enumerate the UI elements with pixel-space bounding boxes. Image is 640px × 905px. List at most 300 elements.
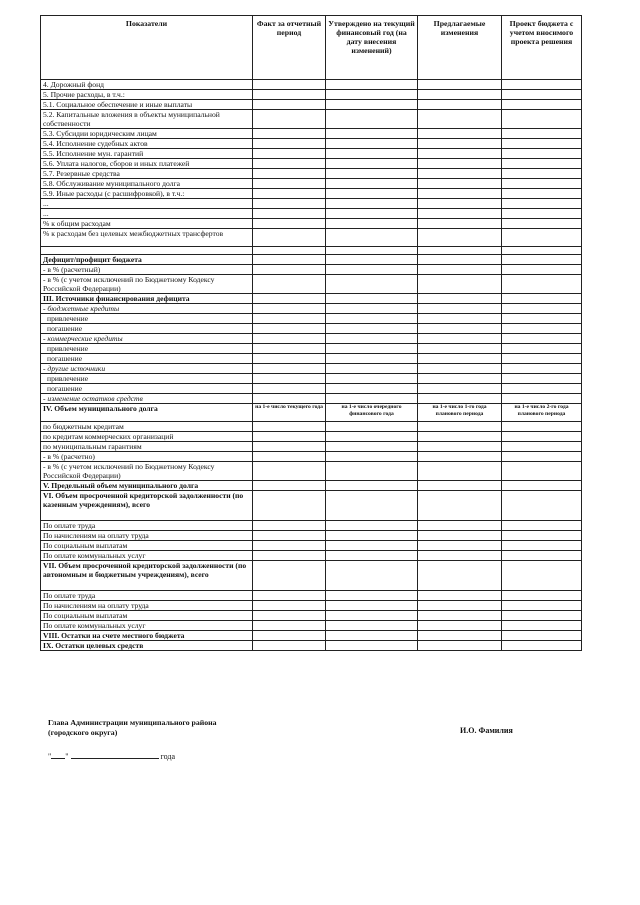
value-cell[interactable] bbox=[502, 199, 582, 209]
value-cell[interactable] bbox=[326, 374, 418, 384]
value-cell[interactable] bbox=[502, 139, 582, 149]
value-cell[interactable] bbox=[253, 209, 326, 219]
table-row bbox=[41, 179, 582, 189]
budget-form bbox=[40, 15, 581, 651]
row-label: IV. Объем муниципального долга bbox=[41, 404, 253, 422]
value-cell[interactable] bbox=[502, 641, 582, 651]
value-cell[interactable] bbox=[418, 561, 502, 591]
value-cell[interactable] bbox=[418, 100, 502, 110]
value-cell[interactable] bbox=[418, 229, 502, 247]
value-cell[interactable] bbox=[253, 521, 326, 531]
table-row bbox=[41, 80, 582, 90]
value-cell[interactable] bbox=[326, 641, 418, 651]
table-row bbox=[41, 591, 582, 601]
value-cell[interactable] bbox=[418, 90, 502, 100]
row-label: по кредитам коммерческих организаций bbox=[41, 432, 253, 442]
value-cell[interactable] bbox=[502, 219, 582, 229]
value-cell[interactable] bbox=[418, 209, 502, 219]
value-cell[interactable] bbox=[326, 209, 418, 219]
value-cell[interactable] bbox=[502, 314, 582, 324]
value-cell[interactable] bbox=[326, 149, 418, 159]
row-label: 5. Прочие расходы, в т.ч.: bbox=[41, 90, 253, 100]
row-label: % к расходам без целевых межбюджетных трансфертов bbox=[41, 229, 253, 247]
value-cell[interactable] bbox=[253, 334, 326, 344]
value-cell[interactable] bbox=[253, 621, 326, 631]
value-cell[interactable] bbox=[326, 621, 418, 631]
table-row bbox=[41, 354, 582, 364]
value-cell[interactable] bbox=[253, 531, 326, 541]
value-cell[interactable] bbox=[326, 344, 418, 354]
value-cell[interactable] bbox=[418, 621, 502, 631]
value-cell[interactable] bbox=[326, 611, 418, 621]
value-cell[interactable] bbox=[253, 591, 326, 601]
value-cell[interactable] bbox=[502, 304, 582, 314]
value-cell[interactable] bbox=[502, 129, 582, 139]
value-cell[interactable] bbox=[253, 631, 326, 641]
value-cell[interactable] bbox=[502, 521, 582, 531]
date-suffix: года bbox=[160, 752, 176, 761]
value-cell[interactable] bbox=[502, 344, 582, 354]
value-cell[interactable] bbox=[326, 384, 418, 394]
value-cell[interactable] bbox=[502, 621, 582, 631]
table-row bbox=[41, 384, 582, 394]
value-cell[interactable] bbox=[418, 275, 502, 294]
header-proposed-changes: Предлагаемые изменения bbox=[418, 16, 502, 80]
value-cell[interactable] bbox=[502, 265, 582, 275]
value-cell[interactable] bbox=[326, 129, 418, 139]
value-cell[interactable] bbox=[253, 129, 326, 139]
table-row bbox=[41, 219, 582, 229]
table-row bbox=[41, 404, 582, 422]
value-cell[interactable] bbox=[253, 199, 326, 209]
value-cell[interactable] bbox=[502, 209, 582, 219]
value-cell[interactable] bbox=[502, 324, 582, 334]
value-cell[interactable] bbox=[253, 384, 326, 394]
signature-title-line1: Глава Администрации муниципального района bbox=[48, 718, 217, 727]
value-cell[interactable] bbox=[253, 219, 326, 229]
row-label: ... bbox=[41, 199, 253, 209]
table-row bbox=[41, 247, 582, 255]
value-cell[interactable] bbox=[253, 551, 326, 561]
value-cell[interactable] bbox=[326, 159, 418, 169]
value-cell[interactable] bbox=[253, 275, 326, 294]
table-row bbox=[41, 90, 582, 100]
value-cell[interactable] bbox=[418, 641, 502, 651]
value-cell[interactable] bbox=[502, 80, 582, 90]
value-cell[interactable] bbox=[502, 149, 582, 159]
table-row bbox=[41, 394, 582, 404]
value-cell[interactable] bbox=[253, 481, 326, 491]
row-label: IX. Остатки целевых средств bbox=[41, 641, 253, 651]
value-cell[interactable] bbox=[502, 247, 582, 255]
value-cell[interactable] bbox=[502, 275, 582, 294]
table-row bbox=[41, 139, 582, 149]
row-label: - в % (расчетно) bbox=[41, 452, 253, 462]
value-cell[interactable] bbox=[253, 491, 326, 521]
value-cell[interactable] bbox=[253, 641, 326, 651]
value-cell[interactable] bbox=[326, 229, 418, 247]
value-cell[interactable] bbox=[253, 139, 326, 149]
row-label: 5.3. Субсидии юридическим лицам bbox=[41, 129, 253, 139]
value-cell[interactable] bbox=[502, 491, 582, 521]
table-row bbox=[41, 199, 582, 209]
value-cell[interactable] bbox=[253, 364, 326, 374]
date-quote-open: " bbox=[48, 752, 52, 761]
value-cell[interactable] bbox=[418, 255, 502, 265]
row-label: - в % (расчетный) bbox=[41, 265, 253, 275]
value-cell[interactable] bbox=[253, 294, 326, 304]
row-label: погашение bbox=[41, 384, 253, 394]
value-cell[interactable] bbox=[502, 100, 582, 110]
value-cell[interactable] bbox=[418, 344, 502, 354]
value-cell[interactable] bbox=[326, 275, 418, 294]
row-label: - другие источники bbox=[41, 364, 253, 374]
value-cell[interactable] bbox=[253, 265, 326, 275]
value-cell[interactable] bbox=[418, 169, 502, 179]
signatory-name: И.О. Фамилия bbox=[460, 726, 513, 735]
value-cell[interactable] bbox=[418, 481, 502, 491]
table-row bbox=[41, 314, 582, 324]
value-cell[interactable] bbox=[253, 394, 326, 404]
value-cell[interactable] bbox=[326, 531, 418, 541]
value-cell[interactable] bbox=[326, 442, 418, 452]
value-cell[interactable] bbox=[253, 247, 326, 255]
row-label: погашение bbox=[41, 324, 253, 334]
value-cell[interactable] bbox=[418, 442, 502, 452]
value-cell[interactable] bbox=[418, 324, 502, 334]
value-cell[interactable] bbox=[418, 139, 502, 149]
value-cell[interactable] bbox=[326, 219, 418, 229]
value-cell[interactable] bbox=[326, 110, 418, 129]
row-label: 5.2. Капитальные вложения в объекты муниципальной собственности bbox=[41, 110, 253, 129]
value-cell[interactable] bbox=[418, 364, 502, 374]
value-cell[interactable] bbox=[502, 364, 582, 374]
value-cell[interactable] bbox=[253, 314, 326, 324]
table-row bbox=[41, 541, 582, 551]
value-cell[interactable] bbox=[253, 255, 326, 265]
table-row bbox=[41, 275, 582, 294]
value-cell[interactable] bbox=[253, 601, 326, 611]
table-row bbox=[41, 255, 582, 265]
value-cell[interactable] bbox=[418, 462, 502, 481]
value-cell[interactable] bbox=[418, 491, 502, 521]
table-row bbox=[41, 521, 582, 531]
row-label: По оплате коммунальных услуг bbox=[41, 621, 253, 631]
value-cell[interactable] bbox=[418, 129, 502, 139]
value-cell[interactable] bbox=[502, 442, 582, 452]
value-cell[interactable] bbox=[418, 432, 502, 442]
value-cell[interactable] bbox=[502, 432, 582, 442]
value-cell[interactable] bbox=[326, 591, 418, 601]
value-cell[interactable] bbox=[326, 324, 418, 334]
table-row bbox=[41, 462, 582, 481]
value-cell[interactable] bbox=[326, 561, 418, 591]
value-cell[interactable] bbox=[326, 422, 418, 432]
table-row bbox=[41, 229, 582, 247]
value-cell[interactable] bbox=[502, 294, 582, 304]
value-cell[interactable] bbox=[502, 541, 582, 551]
table-row bbox=[41, 169, 582, 179]
row-label: По социальным выплатам bbox=[41, 541, 253, 551]
value-cell[interactable] bbox=[326, 631, 418, 641]
value-cell[interactable] bbox=[502, 334, 582, 344]
value-cell[interactable] bbox=[253, 100, 326, 110]
value-cell[interactable] bbox=[326, 364, 418, 374]
value-cell[interactable] bbox=[418, 551, 502, 561]
table-body bbox=[41, 80, 582, 651]
value-cell[interactable] bbox=[502, 374, 582, 384]
value-cell[interactable] bbox=[326, 179, 418, 189]
table-row bbox=[41, 611, 582, 621]
value-cell[interactable] bbox=[502, 169, 582, 179]
value-cell[interactable] bbox=[326, 294, 418, 304]
value-cell[interactable] bbox=[326, 90, 418, 100]
date-subheader-cell: на 1-е число 1-го года планового периода bbox=[418, 404, 502, 422]
row-label: V. Предельный объем муниципального долга bbox=[41, 481, 253, 491]
value-cell[interactable] bbox=[502, 90, 582, 100]
row-label: VIII. Остатки на счете местного бюджета bbox=[41, 631, 253, 641]
value-cell[interactable] bbox=[418, 219, 502, 229]
value-cell[interactable] bbox=[418, 541, 502, 551]
value-cell[interactable] bbox=[502, 255, 582, 265]
value-cell[interactable] bbox=[326, 452, 418, 462]
table-row bbox=[41, 641, 582, 651]
row-label: По оплате коммунальных услуг bbox=[41, 551, 253, 561]
row-label: По социальным выплатам bbox=[41, 611, 253, 621]
value-cell[interactable] bbox=[253, 179, 326, 189]
value-cell[interactable] bbox=[418, 199, 502, 209]
row-label: III. Источники финансирования дефицита bbox=[41, 294, 253, 304]
value-cell[interactable] bbox=[326, 199, 418, 209]
value-cell[interactable] bbox=[326, 80, 418, 90]
row-label: По оплате труда bbox=[41, 521, 253, 531]
value-cell[interactable] bbox=[253, 229, 326, 247]
value-cell[interactable] bbox=[418, 334, 502, 344]
value-cell[interactable] bbox=[418, 374, 502, 384]
value-cell[interactable] bbox=[326, 521, 418, 531]
value-cell[interactable] bbox=[502, 110, 582, 129]
value-cell[interactable] bbox=[502, 631, 582, 641]
value-cell[interactable] bbox=[418, 189, 502, 199]
row-label: 5.6. Уплата налогов, сборов и иных платежей bbox=[41, 159, 253, 169]
table-row bbox=[41, 531, 582, 541]
value-cell[interactable] bbox=[418, 159, 502, 169]
header-draft-budget: Проект бюджета с учетом вносимого проекта решения bbox=[502, 16, 582, 80]
value-cell[interactable] bbox=[502, 189, 582, 199]
value-cell[interactable] bbox=[253, 80, 326, 90]
value-cell[interactable] bbox=[253, 422, 326, 432]
value-cell[interactable] bbox=[326, 432, 418, 442]
value-cell[interactable] bbox=[326, 601, 418, 611]
value-cell[interactable] bbox=[502, 561, 582, 591]
row-label: по муниципальным гарантиям bbox=[41, 442, 253, 452]
table-row bbox=[41, 601, 582, 611]
value-cell[interactable] bbox=[502, 159, 582, 169]
value-cell[interactable] bbox=[253, 462, 326, 481]
table-row bbox=[41, 294, 582, 304]
row-label: По начислениям на оплату труда bbox=[41, 601, 253, 611]
value-cell[interactable] bbox=[418, 631, 502, 641]
value-cell[interactable] bbox=[502, 601, 582, 611]
value-cell[interactable] bbox=[326, 491, 418, 521]
value-cell[interactable] bbox=[326, 139, 418, 149]
value-cell[interactable] bbox=[253, 189, 326, 199]
row-label: 5.5. Исполнение мун. гарантий bbox=[41, 149, 253, 159]
value-cell[interactable] bbox=[502, 384, 582, 394]
value-cell[interactable] bbox=[502, 229, 582, 247]
table-row bbox=[41, 452, 582, 462]
table-row bbox=[41, 481, 582, 491]
value-cell[interactable] bbox=[502, 531, 582, 541]
table-row bbox=[41, 129, 582, 139]
row-label: 5.4. Исполнение судебных актов bbox=[41, 139, 253, 149]
header-approved: Утверждено на текущий финансовый год (на дату внесения изменений) bbox=[326, 16, 418, 80]
row-label: Дефицит/профицит бюджета bbox=[41, 255, 253, 265]
value-cell[interactable] bbox=[326, 481, 418, 491]
row-label: - в % (с учетом исключений по Бюджетному Кодексу Российской Федерации) bbox=[41, 462, 253, 481]
value-cell[interactable] bbox=[326, 551, 418, 561]
row-label: погашение bbox=[41, 354, 253, 364]
table-row bbox=[41, 324, 582, 334]
value-cell[interactable] bbox=[253, 149, 326, 159]
row-label: ... bbox=[41, 209, 253, 219]
row-label: VI. Объем просроченной кредиторской задолженности (по казенным учреждениям), всего bbox=[41, 491, 253, 521]
row-label: - коммерческие кредиты bbox=[41, 334, 253, 344]
table-row bbox=[41, 374, 582, 384]
value-cell[interactable] bbox=[418, 179, 502, 189]
table-row bbox=[41, 621, 582, 631]
value-cell[interactable] bbox=[418, 591, 502, 601]
value-cell[interactable] bbox=[253, 110, 326, 129]
value-cell[interactable] bbox=[418, 394, 502, 404]
table-row bbox=[41, 110, 582, 129]
value-cell[interactable] bbox=[418, 247, 502, 255]
value-cell[interactable] bbox=[502, 422, 582, 432]
value-cell[interactable] bbox=[253, 541, 326, 551]
value-cell[interactable] bbox=[326, 304, 418, 314]
value-cell[interactable] bbox=[253, 159, 326, 169]
table-header-row bbox=[41, 16, 582, 80]
value-cell[interactable] bbox=[326, 189, 418, 199]
value-cell[interactable] bbox=[418, 521, 502, 531]
value-cell[interactable] bbox=[502, 394, 582, 404]
value-cell[interactable] bbox=[253, 374, 326, 384]
row-label: привлечение bbox=[41, 374, 253, 384]
value-cell[interactable] bbox=[418, 294, 502, 304]
date-subheader-cell: на 1-е число текущего года bbox=[253, 404, 326, 422]
row-label: - бюджетные кредиты bbox=[41, 304, 253, 314]
table-row bbox=[41, 100, 582, 110]
value-cell[interactable] bbox=[326, 265, 418, 275]
value-cell[interactable] bbox=[326, 541, 418, 551]
table-row bbox=[41, 159, 582, 169]
row-label: 5.7. Резервные средства bbox=[41, 169, 253, 179]
row-label: по бюджетным кредитам bbox=[41, 422, 253, 432]
row-label: - в % (с учетом исключений по Бюджетному Кодексу Российской Федерации) bbox=[41, 275, 253, 294]
day-blank bbox=[51, 751, 65, 759]
value-cell[interactable] bbox=[253, 354, 326, 364]
value-cell[interactable] bbox=[418, 110, 502, 129]
value-cell[interactable] bbox=[502, 462, 582, 481]
value-cell[interactable] bbox=[418, 452, 502, 462]
value-cell[interactable] bbox=[326, 394, 418, 404]
value-cell[interactable] bbox=[418, 354, 502, 364]
row-label: По начислениям на оплату труда bbox=[41, 531, 253, 541]
value-cell[interactable] bbox=[418, 314, 502, 324]
table-row bbox=[41, 265, 582, 275]
date-subheader-cell: на 1-е число очередного финансового года bbox=[326, 404, 418, 422]
value-cell[interactable] bbox=[502, 452, 582, 462]
budget-table bbox=[40, 15, 582, 651]
table-row bbox=[41, 334, 582, 344]
row-label: - изменение остатков средств bbox=[41, 394, 253, 404]
row-label: % к общим расходам bbox=[41, 219, 253, 229]
table-row bbox=[41, 561, 582, 591]
value-cell[interactable] bbox=[418, 422, 502, 432]
value-cell[interactable] bbox=[326, 100, 418, 110]
table-row bbox=[41, 149, 582, 159]
date-quote-close: " bbox=[65, 752, 69, 761]
value-cell[interactable] bbox=[253, 452, 326, 462]
row-label: привлечение bbox=[41, 344, 253, 354]
value-cell[interactable] bbox=[326, 462, 418, 481]
value-cell[interactable] bbox=[326, 334, 418, 344]
row-label bbox=[41, 247, 253, 255]
value-cell[interactable] bbox=[253, 432, 326, 442]
table-row bbox=[41, 432, 582, 442]
value-cell[interactable] bbox=[502, 179, 582, 189]
value-cell[interactable] bbox=[253, 304, 326, 314]
value-cell[interactable] bbox=[502, 611, 582, 621]
value-cell[interactable] bbox=[418, 265, 502, 275]
value-cell[interactable] bbox=[502, 591, 582, 601]
table-row bbox=[41, 491, 582, 521]
value-cell[interactable] bbox=[253, 611, 326, 621]
value-cell[interactable] bbox=[418, 611, 502, 621]
value-cell[interactable] bbox=[418, 80, 502, 90]
row-label: 4. Дорожный фонд bbox=[41, 80, 253, 90]
month-blank bbox=[71, 751, 159, 759]
value-cell[interactable] bbox=[418, 304, 502, 314]
value-cell[interactable] bbox=[502, 551, 582, 561]
value-cell[interactable] bbox=[326, 354, 418, 364]
value-cell[interactable] bbox=[253, 324, 326, 334]
value-cell[interactable] bbox=[326, 314, 418, 324]
table-row bbox=[41, 551, 582, 561]
table-row bbox=[41, 189, 582, 199]
value-cell[interactable] bbox=[326, 169, 418, 179]
value-cell[interactable] bbox=[253, 90, 326, 100]
value-cell[interactable] bbox=[253, 344, 326, 354]
value-cell[interactable] bbox=[253, 169, 326, 179]
value-cell[interactable] bbox=[326, 255, 418, 265]
value-cell[interactable] bbox=[418, 531, 502, 541]
value-cell[interactable] bbox=[253, 442, 326, 452]
value-cell[interactable] bbox=[418, 601, 502, 611]
table-row bbox=[41, 209, 582, 219]
row-label: привлечение bbox=[41, 314, 253, 324]
value-cell[interactable] bbox=[418, 149, 502, 159]
header-actual: Факт за отчетный период bbox=[253, 16, 326, 80]
table-row bbox=[41, 422, 582, 432]
value-cell[interactable] bbox=[502, 354, 582, 364]
value-cell[interactable] bbox=[253, 561, 326, 591]
value-cell[interactable] bbox=[418, 384, 502, 394]
value-cell[interactable] bbox=[326, 247, 418, 255]
row-label: 5.1. Социальное обеспечение и иные выплаты bbox=[41, 100, 253, 110]
row-label: 5.9. Иные расходы (с расшифровкой), в т.ч.: bbox=[41, 189, 253, 199]
value-cell[interactable] bbox=[502, 481, 582, 491]
